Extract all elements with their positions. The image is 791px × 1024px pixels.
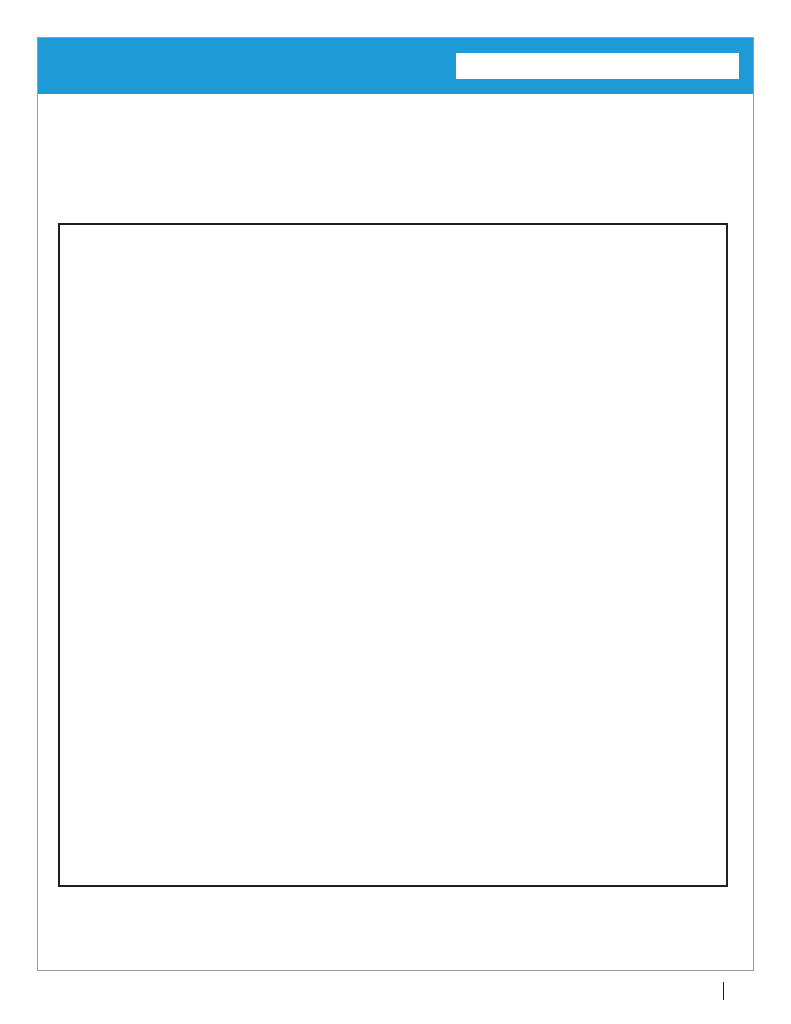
footer-divider xyxy=(723,982,724,1000)
organization-field[interactable] xyxy=(456,53,739,79)
opsp-grid xyxy=(58,223,728,887)
header-banner xyxy=(38,38,753,94)
